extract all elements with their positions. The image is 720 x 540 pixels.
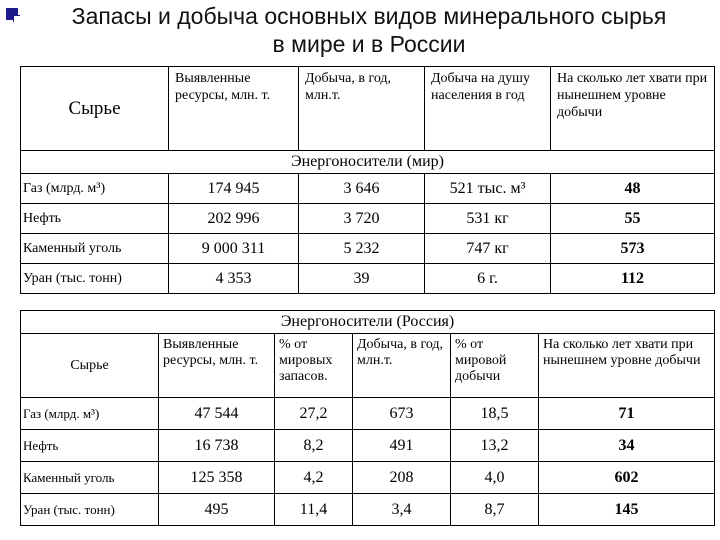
row-world-reserves-share: 8,2 xyxy=(275,430,353,462)
row-resource: Нефть xyxy=(21,204,169,234)
row-per-capita: 521 тыс. м³ xyxy=(425,174,551,204)
row-production: 3,4 xyxy=(353,494,451,526)
row-years: 145 xyxy=(539,494,715,526)
world-header-per-capita: Добыча на душу населения в год xyxy=(425,67,551,151)
row-world-reserves-share: 4,2 xyxy=(275,462,353,494)
world-header-row xyxy=(21,67,715,151)
row-reserves: 202 996 xyxy=(169,204,299,234)
row-production: 491 xyxy=(353,430,451,462)
row-years: 573 xyxy=(551,234,715,264)
row-reserves: 47 544 xyxy=(159,398,275,430)
row-resource: Уран (тыс. тонн) xyxy=(21,264,169,294)
world-header-production: Добыча, в год, млн.т. xyxy=(299,67,425,151)
russia-table xyxy=(20,310,715,526)
row-production: 5 232 xyxy=(299,234,425,264)
row-resource: Каменный уголь xyxy=(21,462,159,494)
row-production: 3 720 xyxy=(299,204,425,234)
row-world-production-share: 18,5 xyxy=(451,398,539,430)
row-world-reserves-share: 27,2 xyxy=(275,398,353,430)
row-resource: Каменный уголь xyxy=(21,234,169,264)
table-row xyxy=(21,234,715,264)
row-reserves: 495 xyxy=(159,494,275,526)
row-world-production-share: 8,7 xyxy=(451,494,539,526)
russia-header-reserves: Выявленные ресурсы, млн. т. xyxy=(159,334,275,398)
table-row xyxy=(21,398,715,430)
table-row xyxy=(21,430,715,462)
row-production: 39 xyxy=(299,264,425,294)
row-per-capita: 747 кг xyxy=(425,234,551,264)
row-resource: Газ (млрд. м³) xyxy=(21,174,169,204)
title-line-1: Запасы и добыча основных видов минерального сырья xyxy=(71,3,667,29)
title-line-2: в мире и в России xyxy=(272,31,466,57)
russia-section-row xyxy=(21,311,715,334)
row-reserves: 16 738 xyxy=(159,430,275,462)
row-production: 208 xyxy=(353,462,451,494)
row-reserves: 9 000 311 xyxy=(169,234,299,264)
title-bullet-icon xyxy=(6,8,18,20)
world-table xyxy=(20,66,715,294)
world-header-reserves: Выявленные ресурсы, млн. т. xyxy=(169,67,299,151)
table-row xyxy=(21,174,715,204)
world-section-title: Энергоносители (мир) xyxy=(21,151,715,174)
table-row xyxy=(21,264,715,294)
russia-header-row xyxy=(21,334,715,398)
world-header-years: На сколько лет хвати при нынешнем уровне добычи xyxy=(551,67,715,151)
russia-section-title: Энергоносители (Россия) xyxy=(21,311,715,334)
row-reserves: 125 358 xyxy=(159,462,275,494)
row-reserves: 174 945 xyxy=(169,174,299,204)
row-production: 3 646 xyxy=(299,174,425,204)
row-years: 55 xyxy=(551,204,715,234)
row-world-reserves-share: 11,4 xyxy=(275,494,353,526)
table-row xyxy=(21,462,715,494)
russia-header-resource: Сырье xyxy=(21,334,159,398)
page-title xyxy=(24,2,714,58)
world-header-resource: Сырье xyxy=(21,67,169,151)
row-resource: Газ (млрд. м³) xyxy=(21,398,159,430)
row-years: 34 xyxy=(539,430,715,462)
row-world-production-share: 13,2 xyxy=(451,430,539,462)
world-section-row xyxy=(21,151,715,174)
russia-header-world-reserves-share: % от мировых запасов. xyxy=(275,334,353,398)
row-per-capita: 531 кг xyxy=(425,204,551,234)
row-reserves: 4 353 xyxy=(169,264,299,294)
russia-header-years: На сколько лет хвати при нынешнем уровне добычи xyxy=(539,334,715,398)
row-resource: Нефть xyxy=(21,430,159,462)
table-row xyxy=(21,494,715,526)
row-years: 71 xyxy=(539,398,715,430)
row-world-production-share: 4,0 xyxy=(451,462,539,494)
row-production: 673 xyxy=(353,398,451,430)
russia-header-world-production-share: % от мировой добычи xyxy=(451,334,539,398)
row-per-capita: 6 г. xyxy=(425,264,551,294)
row-years: 112 xyxy=(551,264,715,294)
row-years: 48 xyxy=(551,174,715,204)
row-resource: Уран (тыс. тонн) xyxy=(21,494,159,526)
row-years: 602 xyxy=(539,462,715,494)
russia-header-production: Добыча, в год, млн.т. xyxy=(353,334,451,398)
table-row xyxy=(21,204,715,234)
